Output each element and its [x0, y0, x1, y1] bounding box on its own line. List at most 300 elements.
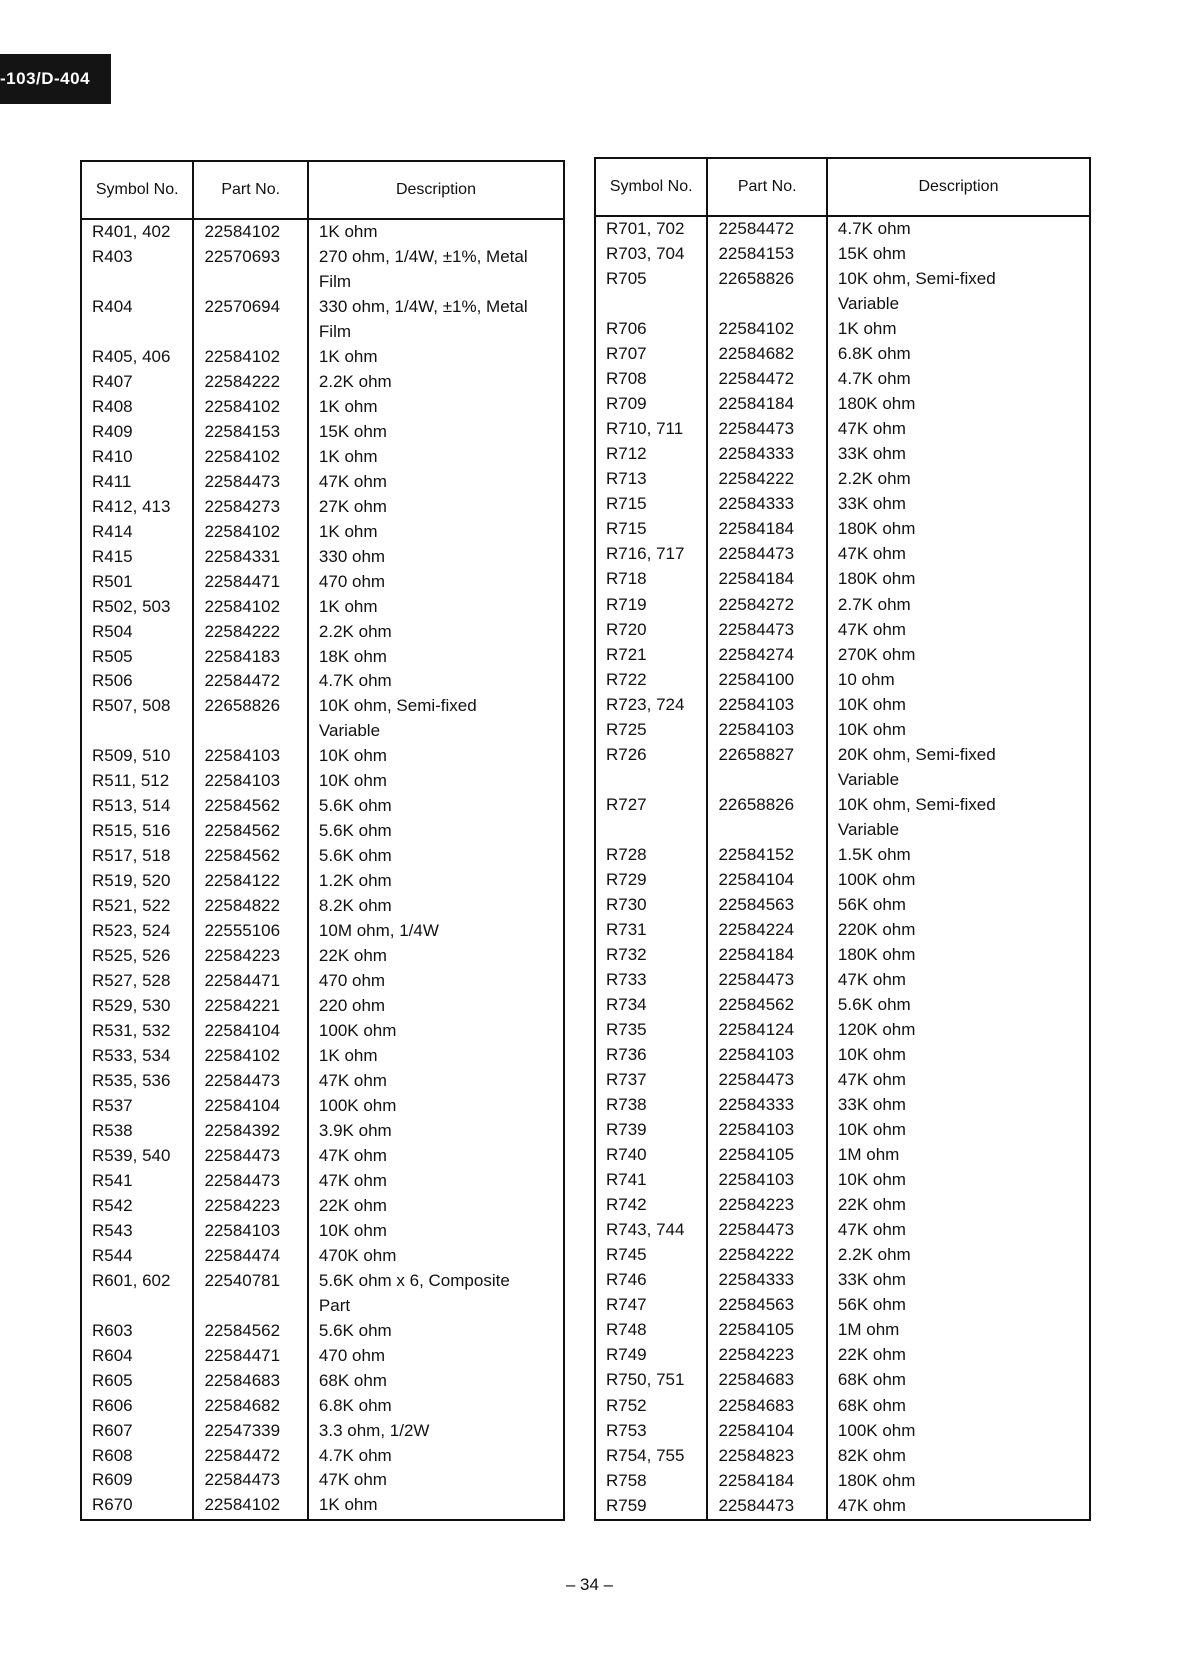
table-row [81, 295, 564, 320]
symbol-no-cell: R531, 532 [92, 1021, 171, 1041]
table-row [595, 267, 1090, 292]
part-no-cell: 22584102 [193, 395, 307, 420]
table-row [595, 1018, 1090, 1043]
part-no-cell: 22584223 [707, 1193, 826, 1218]
symbol-no-cell: R404 [92, 296, 133, 316]
table-row [595, 968, 1090, 993]
symbol-no-cell: R735 [606, 1020, 647, 1040]
symbol-no-cell: R521, 522 [92, 896, 171, 916]
table-row [595, 216, 1090, 242]
part-no-cell: 22584124 [707, 1018, 826, 1043]
symbol-no-cell: R505 [92, 646, 133, 666]
table-row [595, 1293, 1090, 1318]
table-row [81, 1019, 564, 1044]
part-no-cell: 22584822 [193, 894, 307, 919]
symbol-no-cell: R701, 702 [606, 219, 685, 238]
description-cell: 47K ohm [827, 1218, 1090, 1243]
part-no-cell: 22584105 [707, 1318, 826, 1343]
symbol-no-cell: R608 [92, 1445, 133, 1465]
table-row [595, 918, 1090, 943]
description-cell: 100K ohm [827, 868, 1090, 893]
table-row [81, 1468, 564, 1493]
table-row [595, 818, 1090, 843]
description-cell: 47K ohm [308, 470, 564, 495]
table-row [81, 1094, 564, 1119]
part-no-cell: 22570693 [193, 245, 307, 270]
part-no-cell: 22584222 [707, 1243, 826, 1268]
part-no-cell: 22584273 [193, 495, 307, 520]
description-cell: 47K ohm [827, 542, 1090, 567]
part-no-cell: 22584472 [707, 367, 826, 392]
part-no-cell: 22658826 [707, 267, 826, 292]
symbol-no-cell: R707 [606, 344, 647, 364]
part-no-cell: 22584331 [193, 545, 307, 570]
symbol-no-cell: R734 [606, 995, 647, 1015]
part-no-cell: 22584562 [193, 794, 307, 819]
part-no-cell: 22584221 [193, 994, 307, 1019]
part-no-header: Part No. [707, 158, 826, 216]
symbol-no-cell: R743, 744 [606, 1220, 685, 1240]
description-cell: 470K ohm [308, 1244, 564, 1269]
table-row [595, 843, 1090, 868]
description-cell: 120K ohm [827, 1018, 1090, 1043]
description-cell: Variable [827, 768, 1090, 793]
filler-row [81, 1518, 564, 1520]
table-row [81, 694, 564, 719]
table-row [595, 1143, 1090, 1168]
table-row [81, 1144, 564, 1169]
symbol-no-cell [81, 719, 193, 744]
symbol-no-cell: R731 [606, 919, 647, 939]
description-cell: 22K ohm [827, 1193, 1090, 1218]
table-row [595, 242, 1090, 267]
table-row [81, 1244, 564, 1269]
part-no-header: Part No. [193, 161, 307, 219]
symbol-no-cell: R732 [606, 944, 647, 964]
description-cell: 47K ohm [827, 618, 1090, 643]
table-row [81, 395, 564, 420]
symbol-no-cell: R515, 516 [92, 821, 171, 841]
symbol-no-cell: R727 [606, 794, 647, 814]
description-cell: 180K ohm [827, 943, 1090, 968]
table-row [81, 969, 564, 994]
description-cell: 47K ohm [827, 1068, 1090, 1093]
description-cell: 10K ohm [827, 1043, 1090, 1068]
part-no-cell: 22584563 [707, 893, 826, 918]
symbol-no-cell: R403 [92, 247, 133, 267]
symbol-no-cell: R728 [606, 844, 647, 864]
description-cell: 5.6K ohm [308, 1319, 564, 1344]
symbol-no-cell: R746 [606, 1270, 647, 1290]
symbol-no-cell: R710, 711 [606, 419, 684, 439]
part-no-cell: 22584224 [707, 918, 826, 943]
part-no-cell: 22584474 [193, 1244, 307, 1269]
symbol-no-cell: R533, 534 [92, 1046, 171, 1066]
symbol-no-cell: R703, 704 [606, 244, 685, 264]
part-no-cell: 22584222 [707, 467, 826, 492]
description-cell: 220 ohm [308, 994, 564, 1019]
description-cell: 8.2K ohm [308, 894, 564, 919]
description-cell: 1K ohm [308, 395, 564, 420]
description-cell: 10K ohm [827, 1168, 1090, 1193]
part-no-cell: 22584333 [707, 1268, 826, 1293]
table-row [81, 270, 564, 295]
part-no-cell: 22584471 [193, 570, 307, 595]
part-no-cell: 22584103 [707, 718, 826, 743]
part-no-cell: 22584272 [707, 593, 826, 618]
table-row [595, 292, 1090, 317]
part-no-cell: 22584473 [707, 1494, 826, 1519]
part-no-cell: 22547339 [193, 1419, 307, 1444]
part-no-cell: 22584103 [193, 769, 307, 794]
symbol-no-cell: R750, 751 [606, 1370, 685, 1390]
part-no-cell: 22584333 [707, 492, 826, 517]
part-no-cell: 22584562 [193, 844, 307, 869]
table-row [595, 943, 1090, 968]
symbol-no-cell: R408 [92, 396, 133, 416]
filler-row [595, 1519, 1090, 1520]
symbol-no-cell: R719 [606, 594, 647, 614]
description-cell: Variable [827, 292, 1090, 317]
symbol-no-cell: R708 [606, 369, 647, 389]
description-cell: 6.8K ohm [827, 342, 1090, 367]
part-no-cell: 22584392 [193, 1119, 307, 1144]
part-no-cell: 22584562 [193, 819, 307, 844]
description-cell: 22K ohm [308, 944, 564, 969]
table-row [595, 1494, 1090, 1519]
part-no-cell: 22584333 [707, 442, 826, 467]
symbol-no-cell: R706 [606, 319, 647, 339]
table-row [81, 370, 564, 395]
description-cell: 1K ohm [827, 317, 1090, 342]
part-no-cell: 22584102 [193, 1493, 307, 1518]
part-no-cell: 22658827 [707, 743, 826, 768]
description-cell: 180K ohm [827, 517, 1090, 542]
table-row [595, 442, 1090, 467]
symbol-no-cell: R542 [92, 1195, 133, 1215]
table-row [81, 844, 564, 869]
symbol-no-cell: R535, 536 [92, 1070, 171, 1090]
table-row [595, 517, 1090, 542]
description-cell: 5.6K ohm [308, 819, 564, 844]
table-row [81, 1344, 564, 1369]
symbol-no-cell [81, 1294, 193, 1319]
description-cell: 2.2K ohm [308, 620, 564, 645]
description-cell: 56K ohm [827, 1293, 1090, 1318]
part-no-cell: 22584473 [707, 417, 826, 442]
part-no-cell: 22584563 [707, 1293, 826, 1318]
description-header: Description [308, 161, 564, 219]
description-cell: 330 ohm [308, 545, 564, 570]
symbol-no-cell: R603 [92, 1320, 133, 1340]
description-cell: 15K ohm [827, 242, 1090, 267]
description-cell: 1K ohm [308, 520, 564, 545]
table-row [81, 894, 564, 919]
description-cell: 1K ohm [308, 1493, 564, 1518]
symbol-no-cell: R501 [92, 571, 133, 591]
table-row [81, 1444, 564, 1469]
description-header: Description [827, 158, 1090, 216]
part-no-cell: 22570694 [193, 295, 307, 320]
description-cell: 6.8K ohm [308, 1394, 564, 1419]
part-no-cell: 22584102 [193, 219, 307, 245]
part-no-cell: 22584184 [707, 1469, 826, 1494]
part-no-cell: 22584473 [193, 1468, 307, 1493]
description-cell: Variable [308, 719, 564, 744]
description-cell: 10 ohm [827, 668, 1090, 693]
table-row [595, 542, 1090, 567]
description-cell: Film [308, 320, 564, 345]
part-no-cell: 22658826 [193, 694, 307, 719]
part-no-cell: 22584472 [193, 669, 307, 694]
symbol-no-cell: R507, 508 [92, 696, 171, 716]
table-row [595, 367, 1090, 392]
symbol-no-cell: R523, 524 [92, 921, 171, 941]
table-row [81, 1419, 564, 1444]
part-no-cell: 22584184 [707, 517, 826, 542]
part-no-cell: 22584333 [707, 1093, 826, 1118]
part-no-cell: 22584682 [707, 342, 826, 367]
empty-cell [827, 1519, 1090, 1520]
description-cell: 10K ohm, Semi-fixed [308, 694, 564, 719]
symbol-no-cell: R737 [606, 1070, 647, 1090]
table-row [81, 495, 564, 520]
table-row [81, 794, 564, 819]
description-cell: 3.3 ohm, 1/2W [308, 1419, 564, 1444]
description-cell: 1.2K ohm [308, 869, 564, 894]
part-no-cell: 22584102 [193, 445, 307, 470]
symbol-no-cell: R601, 602 [92, 1270, 171, 1290]
symbol-no-header: Symbol No. [595, 158, 707, 216]
table-row [81, 1044, 564, 1069]
symbol-no-cell: R720 [606, 619, 647, 639]
description-cell: 33K ohm [827, 492, 1090, 517]
part-no-cell: 22555106 [193, 919, 307, 944]
table-row [595, 1118, 1090, 1143]
description-cell: 100K ohm [308, 1019, 564, 1044]
table-row [81, 520, 564, 545]
symbol-no-cell [595, 292, 707, 317]
table-row [81, 1194, 564, 1219]
description-cell: 47K ohm [308, 1144, 564, 1169]
symbol-no-cell: R748 [606, 1320, 647, 1340]
symbol-no-cell: R749 [606, 1345, 647, 1365]
table-row [595, 868, 1090, 893]
part-no-cell: 22584562 [707, 993, 826, 1018]
table-row [595, 492, 1090, 517]
part-no-cell: 22584105 [707, 1143, 826, 1168]
table-row [81, 570, 564, 595]
table-row [81, 320, 564, 345]
part-no-cell: 22584274 [707, 643, 826, 668]
table-row [595, 1368, 1090, 1393]
description-cell: 270K ohm [827, 643, 1090, 668]
description-cell: 10K ohm [308, 744, 564, 769]
symbol-no-cell: R729 [606, 869, 647, 889]
description-cell: 33K ohm [827, 1093, 1090, 1118]
table-row [595, 1318, 1090, 1343]
part-no-cell: 22584183 [193, 645, 307, 670]
table-row [81, 1294, 564, 1319]
description-cell: 68K ohm [827, 1394, 1090, 1419]
symbol-no-cell: R752 [606, 1395, 647, 1415]
part-no-cell: 22584103 [707, 1043, 826, 1068]
description-cell: 10M ohm, 1/4W [308, 919, 564, 944]
part-no-cell: 22584184 [707, 392, 826, 417]
description-cell: 27K ohm [308, 495, 564, 520]
description-cell: 4.7K ohm [308, 1444, 564, 1469]
part-no-cell: 22584103 [193, 1219, 307, 1244]
description-cell: 4.7K ohm [827, 367, 1090, 392]
table-row [81, 744, 564, 769]
table-row [595, 1218, 1090, 1243]
part-no-cell: 22584823 [707, 1444, 826, 1469]
symbol-no-cell: R504 [92, 621, 133, 641]
symbol-no-cell: R747 [606, 1295, 647, 1315]
table-row [81, 1319, 564, 1344]
part-no-cell: 22584683 [193, 1369, 307, 1394]
table-row [595, 1168, 1090, 1193]
description-cell: 47K ohm [308, 1069, 564, 1094]
part-no-cell: 22584102 [193, 595, 307, 620]
symbol-no-cell: R740 [606, 1145, 647, 1165]
table-row [81, 345, 564, 370]
symbol-no-cell: R721 [606, 644, 647, 664]
description-cell: 10K ohm [827, 1118, 1090, 1143]
table-row [595, 1444, 1090, 1469]
table-row [81, 1169, 564, 1194]
part-no-cell [193, 320, 307, 345]
part-no-cell: 22584184 [707, 567, 826, 592]
empty-cell [707, 1519, 826, 1520]
symbol-no-cell: R718 [606, 569, 647, 589]
symbol-no-cell: R401, 402 [92, 222, 171, 241]
symbol-no-cell: R544 [92, 1245, 133, 1265]
description-cell: 1M ohm [827, 1143, 1090, 1168]
description-cell: 10K ohm [827, 718, 1090, 743]
description-cell: 1K ohm [308, 595, 564, 620]
symbol-no-cell: R539, 540 [92, 1145, 171, 1165]
symbol-no-cell: R606 [92, 1395, 133, 1415]
table-row [81, 1069, 564, 1094]
part-no-cell: 22584223 [193, 1194, 307, 1219]
part-no-cell: 22584472 [707, 216, 826, 242]
description-cell: 33K ohm [827, 1268, 1090, 1293]
page-number: – 34 – [565, 1575, 614, 1594]
table-row [81, 944, 564, 969]
table-row [595, 1268, 1090, 1293]
table-header-row [81, 161, 564, 219]
symbol-no-cell: R502, 503 [92, 596, 171, 616]
description-cell: 47K ohm [308, 1169, 564, 1194]
table-row [595, 1193, 1090, 1218]
symbol-no-cell: R517, 518 [92, 846, 171, 866]
symbol-no-cell: R670 [92, 1495, 133, 1515]
description-cell: 470 ohm [308, 1344, 564, 1369]
part-no-cell: 22584100 [707, 668, 826, 693]
symbol-no-cell: R758 [606, 1470, 647, 1490]
table-row [595, 1343, 1090, 1368]
table-header-row [595, 158, 1090, 216]
description-cell: 22K ohm [308, 1194, 564, 1219]
description-cell: 1K ohm [308, 445, 564, 470]
part-no-cell: 22584102 [707, 317, 826, 342]
description-cell: 10K ohm [827, 693, 1090, 718]
table-row [81, 819, 564, 844]
part-no-cell: 22584473 [707, 968, 826, 993]
symbol-no-cell: R709 [606, 394, 647, 414]
description-cell: 15K ohm [308, 420, 564, 445]
part-no-cell: 22584104 [193, 1019, 307, 1044]
table-row [595, 392, 1090, 417]
description-cell: Variable [827, 818, 1090, 843]
part-no-cell: 22584153 [193, 420, 307, 445]
part-no-cell [193, 719, 307, 744]
part-no-cell: 22584473 [707, 1068, 826, 1093]
description-cell: 10K ohm, Semi-fixed [827, 793, 1090, 818]
table-row [81, 669, 564, 694]
symbol-no-cell: R723, 724 [606, 694, 685, 714]
part-no-cell: 22658826 [707, 793, 826, 818]
symbol-no-cell: R705 [606, 269, 647, 289]
symbol-no-cell: R410 [92, 446, 133, 466]
symbol-no-cell: R725 [606, 719, 647, 739]
description-cell: 22K ohm [827, 1343, 1090, 1368]
part-no-cell: 22584223 [707, 1343, 826, 1368]
symbol-no-cell: R509, 510 [92, 746, 171, 766]
symbol-no-cell: R412, 413 [92, 496, 171, 516]
description-cell: 2.2K ohm [827, 1243, 1090, 1268]
description-cell: 20K ohm, Semi-fixed [827, 743, 1090, 768]
symbol-no-cell [595, 768, 707, 793]
description-cell: 5.6K ohm x 6, Composite [308, 1269, 564, 1294]
part-no-cell: 22584683 [707, 1394, 826, 1419]
symbol-no-cell: R726 [606, 744, 647, 764]
table-row [81, 1269, 564, 1294]
description-cell: Film [308, 270, 564, 295]
part-no-cell: 22584153 [707, 242, 826, 267]
table-row [595, 317, 1090, 342]
description-cell: 330 ohm, 1/4W, ±1%, Metal [308, 295, 564, 320]
empty-cell [308, 1518, 564, 1520]
description-cell: 5.6K ohm [308, 844, 564, 869]
part-no-cell: 22584473 [707, 618, 826, 643]
part-no-cell: 22584473 [707, 542, 826, 567]
part-no-cell: 22584102 [193, 1044, 307, 1069]
part-no-cell: 22584103 [707, 1118, 826, 1143]
description-cell: 82K ohm [827, 1444, 1090, 1469]
symbol-no-cell: R609 [92, 1470, 133, 1490]
description-cell: 1.5K ohm [827, 843, 1090, 868]
symbol-no-cell: R736 [606, 1045, 647, 1065]
table-row [81, 1394, 564, 1419]
symbol-no-cell: R527, 528 [92, 971, 171, 991]
symbol-no-cell: R716, 717 [606, 544, 685, 564]
table-row [81, 919, 564, 944]
symbol-no-cell: R715 [606, 494, 647, 514]
symbol-no-cell: R513, 514 [92, 796, 171, 816]
symbol-no-cell [81, 320, 193, 345]
part-no-cell: 22584102 [193, 520, 307, 545]
description-cell: 180K ohm [827, 392, 1090, 417]
description-cell: 1K ohm [308, 345, 564, 370]
description-cell: 270 ohm, 1/4W, ±1%, Metal [308, 245, 564, 270]
table-row [595, 1093, 1090, 1118]
symbol-no-header: Symbol No. [81, 161, 193, 219]
symbol-no-cell: R541 [92, 1170, 133, 1190]
parts-table-right [594, 157, 1091, 1521]
table-row [81, 869, 564, 894]
